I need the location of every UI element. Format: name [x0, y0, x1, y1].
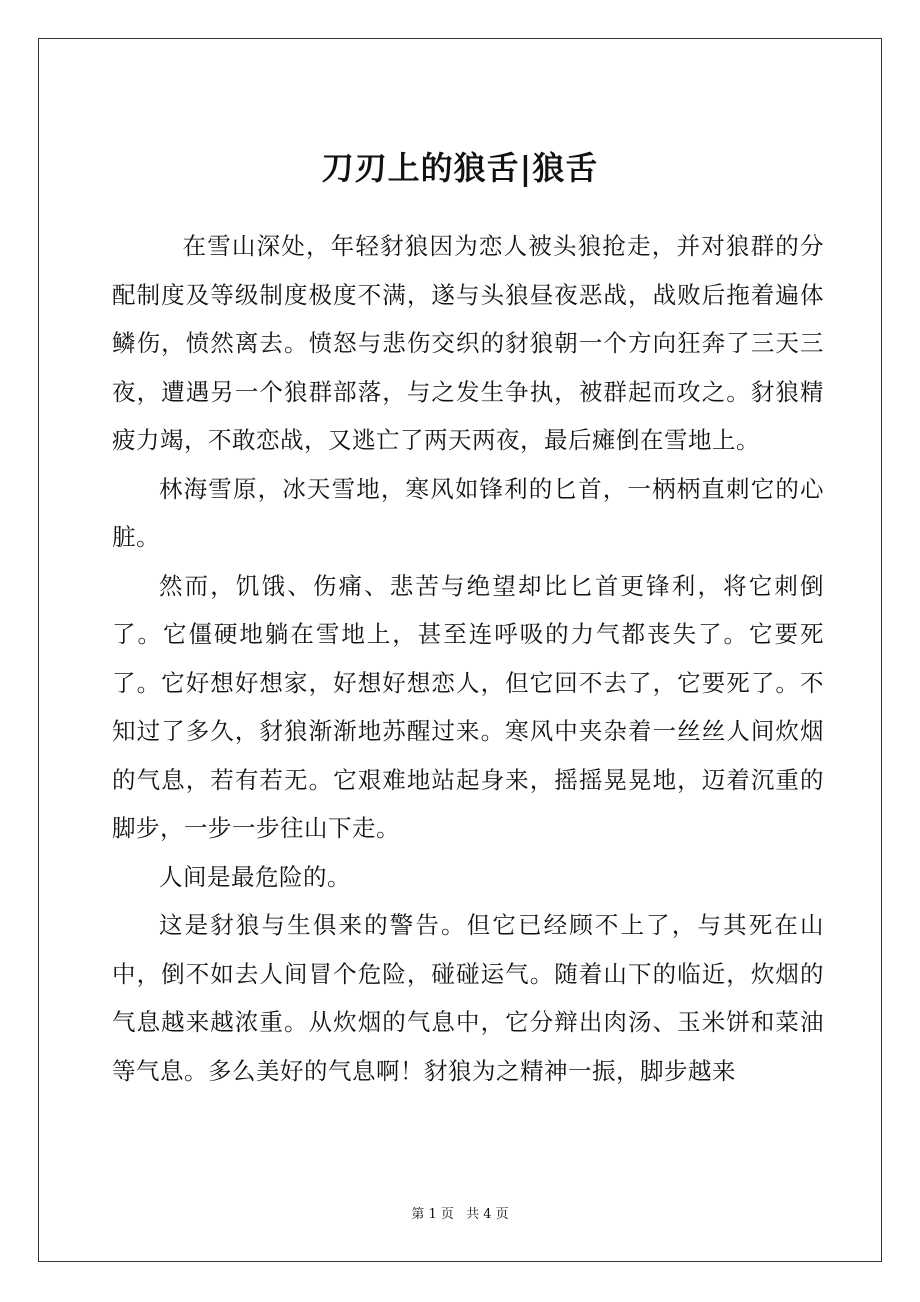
page-total: 共 4 页: [466, 1207, 509, 1222]
paragraph: 人间是最危险的。: [159, 862, 351, 891]
page-number: 第 1 页: [411, 1207, 454, 1222]
paragraph: 然而，饥饿、伤痛、悲苦与绝望却比匕首更锋利，将它刺倒了。它僵硬地躺在雪地上，甚至连呼吸的力气都丧失了。它要死了。它好想好想家，好想好想恋人，但它回不去了，它要死了。不知过了多久，豺狼渐渐地苏醒过来。寒风中夹杂着一丝丝人间炊烟的气息，若有若无。它艰难地站起身来，摇摇晃晃地，迈着沉重的脚步，一步一步往山下走。: [112, 571, 824, 842]
page-footer: [0, 1206, 920, 1224]
document-body: [112, 222, 824, 1095]
paragraph: 在雪山深处，年轻豺狼因为恋人被头狼抢走，并对狼群的分配制度及等级制度极度不满，遂与头狼昼夜恶战，战败后拖着遍体鳞伤，愤然离去。愤怒与悲伤交织的豺狼朝一个方向狂奔了三天三夜，遭遇另一个狼群部落，与之发生争执，被群起而攻之。豺狼精疲力竭，不敢恋战，又逃亡了两天两夜，最后瘫倒在雪地上。: [112, 232, 824, 454]
paragraph: 林海雪原，冰天雪地，寒风如锋利的匕首，一柄柄直刺它的心脏。: [112, 474, 824, 551]
document-title: 刀刃上的狼舌|狼舌: [321, 149, 599, 187]
paragraph: 这是豺狼与生俱来的警告。但它已经顾不上了，与其死在山中，倒不如去人间冒个危险，碰碰运气。随着山下的临近，炊烟的气息越来越浓重。从炊烟的气息中，它分辩出肉汤、玉米饼和菜油等气息。多么美好的气息啊！豺狼为之精神一振，脚步越来: [112, 911, 824, 1085]
